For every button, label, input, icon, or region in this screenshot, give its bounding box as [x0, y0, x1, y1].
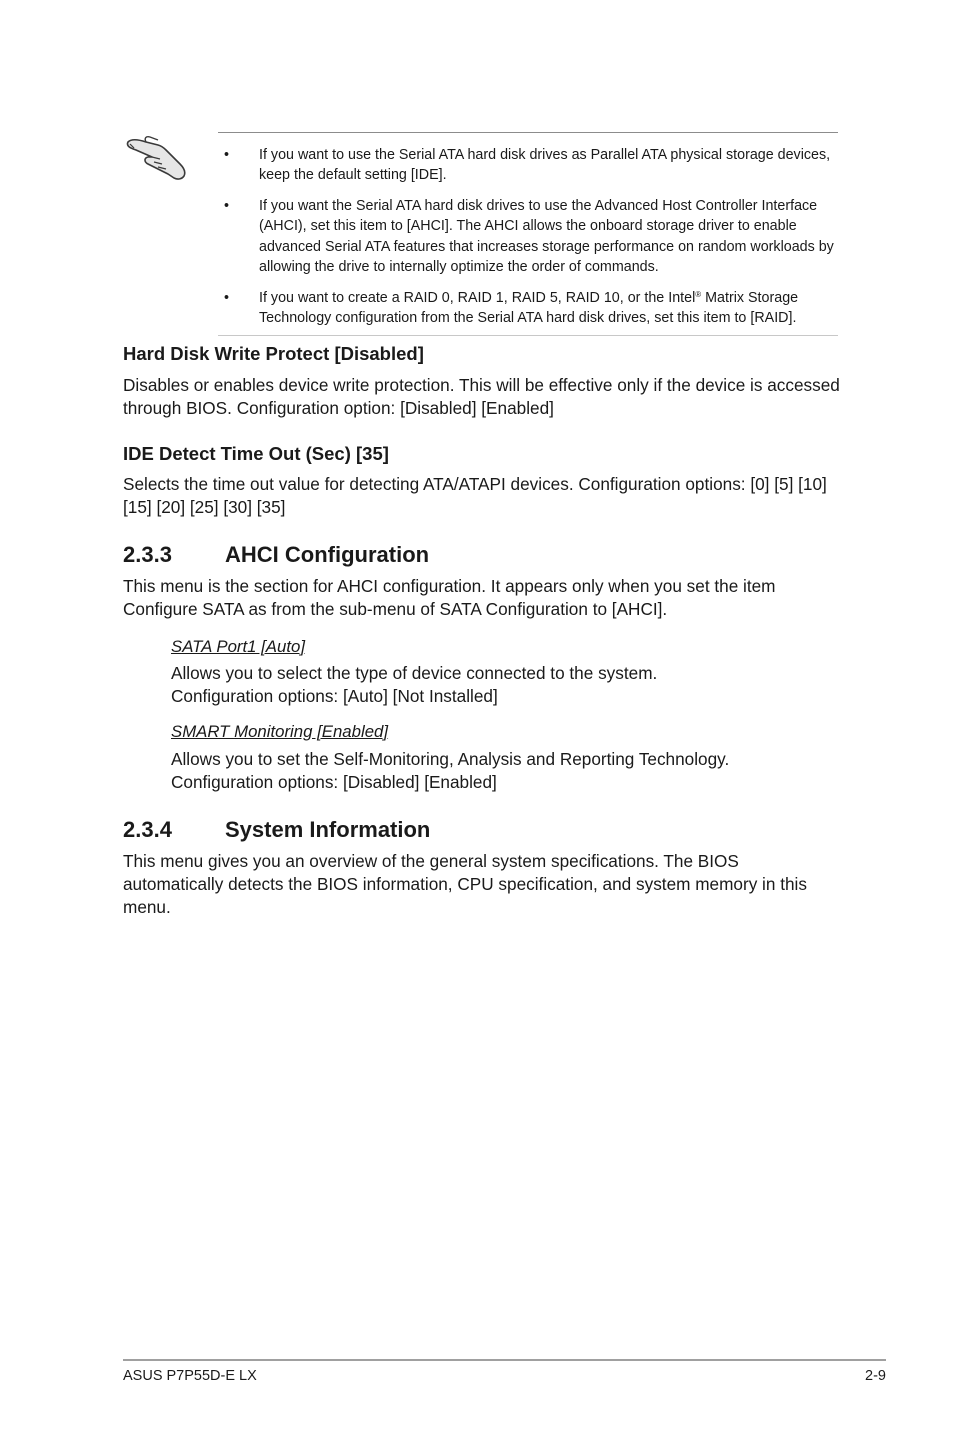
hand-pointing-icon	[124, 128, 190, 182]
ide-body: Selects the time out value for detecting ATA/ATAPI devices. Configuration options: [0] [5] [10] [15] [20] [25] [30] [35]	[123, 474, 827, 518]
section-number: 2.3.3	[123, 542, 172, 567]
smart-monitoring-desc	[171, 748, 841, 794]
bullet-dot: •	[224, 147, 230, 163]
note-bullet-text-before: If you want to create a RAID 0, RAID 1, RAID 5, RAID 10, or the Intel	[259, 289, 696, 306]
sata-port1-desc	[171, 662, 841, 708]
section-number: 2.3.4	[123, 817, 172, 842]
ahci-section-heading	[123, 542, 429, 568]
hdwp-body: Disables or enables device write protection. This will be effective only if the device is accessed through BIOS. Configuration option: [Disabled] [Enabled]	[123, 375, 840, 419]
footer-product-name: ASUS P7P55D-E LX	[123, 1368, 257, 1384]
sysinfo-body: This menu gives you an overview of the general system specifications. The BIOS automatically detects the BIOS information, CPU specification, and system memory in this menu.	[123, 851, 807, 918]
section-title: System Information	[225, 817, 431, 842]
smart-monitoring-line2: Configuration options: [Disabled] [Enabled]	[171, 772, 497, 793]
note-bullet	[222, 288, 838, 329]
ide-heading: IDE Detect Time Out (Sec) [35]	[123, 443, 389, 464]
note-bullet	[222, 196, 838, 277]
sata-port1-title: SATA Port1 [Auto]	[171, 637, 305, 656]
note-bullet-list	[222, 145, 838, 339]
sata-port1-line1: Allows you to select the type of device connected to the system.	[171, 663, 658, 683]
hdwp-heading: Hard Disk Write Protect [Disabled]	[123, 343, 424, 364]
note-bullet-text: If you want the Serial ATA hard disk drives to use the Advanced Host Controller Interface (AHCI), set this item to [AHCI]. The AHCI allows the onboard storage driver to enable advanced Serial ATA features that increases storage performance on random workloads by allowing the drive to internally optimize the order of commands.	[259, 198, 834, 275]
bullet-dot: •	[224, 198, 230, 215]
note-bullet	[222, 145, 838, 186]
smart-monitoring-line1: Allows you to set the Self-Monitoring, Analysis and Reporting Technology.	[171, 749, 730, 769]
footer-page-number: 2-9	[865, 1368, 886, 1384]
sata-port1-line2: Configuration options: [Auto] [Not Installed]	[171, 686, 498, 707]
ahci-body: This menu is the section for AHCI configuration. It appears only when you set the item Configure SATA as from the sub-menu of SATA Configuration to [AHCI].	[123, 576, 776, 620]
note-bullet-text: If you want to use the Serial ATA hard disk drives as Parallel ATA physical storage devices, keep the default setting [IDE].	[259, 147, 831, 184]
smart-monitoring-title: SMART Monitoring [Enabled]	[171, 722, 389, 741]
note-bullet-text-after: Matrix Storage Technology configuration from the Serial ATA hard disk drives, set this item to [RAID].	[259, 289, 799, 327]
sysinfo-section-heading	[123, 817, 430, 843]
section-title: AHCI Configuration	[225, 542, 430, 567]
registered-mark: ®	[695, 289, 702, 299]
footer-divider	[123, 1359, 886, 1361]
bullet-dot: •	[224, 289, 230, 306]
